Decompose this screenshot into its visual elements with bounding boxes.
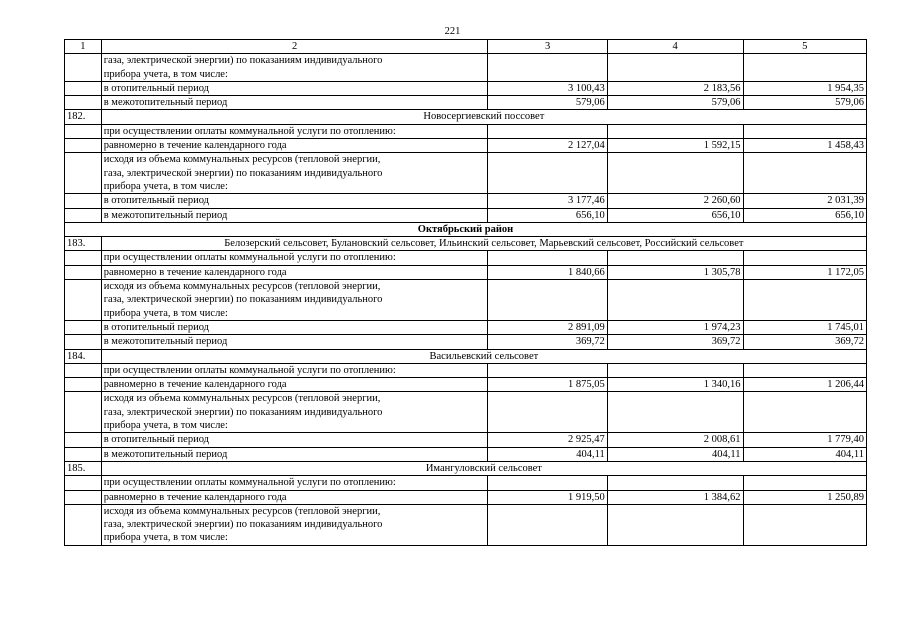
value-col-4: 404,11 [607, 447, 743, 461]
value-col-5 [743, 476, 867, 490]
row-description [101, 476, 488, 490]
section-row [65, 461, 867, 475]
value-col-3: 369,72 [488, 335, 607, 349]
section-number: 184. [65, 349, 102, 363]
row-description [101, 280, 488, 321]
value-col-5: 656,10 [743, 208, 867, 222]
row-number-cell [65, 433, 102, 447]
page-number: 221 [444, 26, 461, 37]
table-row [65, 194, 867, 208]
value-col-4: 2 260,60 [607, 194, 743, 208]
row-number-cell [65, 447, 102, 461]
row-description [101, 81, 488, 95]
value-col-5: 1 458,43 [743, 139, 867, 153]
value-col-3: 2 127,04 [488, 139, 607, 153]
value-col-3: 3 177,46 [488, 194, 607, 208]
description-line: газа, электрической энергии) по показаниям индивидуального [103, 406, 383, 418]
value-col-5 [743, 251, 867, 265]
row-number-cell [65, 251, 102, 265]
value-col-5: 579,06 [743, 96, 867, 110]
value-col-4 [607, 153, 743, 194]
description-line: равномерно в течение календарного года [103, 379, 287, 391]
header-col-3: 3 [488, 40, 607, 54]
table-row [65, 265, 867, 279]
value-col-4: 656,10 [607, 208, 743, 222]
value-col-4 [607, 280, 743, 321]
value-col-3: 579,06 [488, 96, 607, 110]
value-col-3 [488, 476, 607, 490]
section-title: Имангуловский сельсовет [101, 461, 866, 475]
value-col-3 [488, 251, 607, 265]
district-title: Октябрьский район [65, 222, 867, 236]
row-number-cell [65, 490, 102, 504]
table-row [65, 476, 867, 490]
table-row [65, 392, 867, 433]
description-line: при осуществлении оплаты коммунальной услуги по отоплению: [103, 252, 396, 264]
row-number-cell [65, 139, 102, 153]
value-col-5: 369,72 [743, 335, 867, 349]
section-row [65, 237, 867, 251]
value-col-3 [488, 280, 607, 321]
header-col-5: 5 [743, 40, 867, 54]
row-description [101, 392, 488, 433]
row-number-cell [65, 504, 102, 545]
value-col-5 [743, 363, 867, 377]
row-number-cell [65, 194, 102, 208]
description-line: прибора учета, в том числе: [103, 68, 228, 80]
value-col-4 [607, 124, 743, 138]
table-row [65, 139, 867, 153]
value-col-5 [743, 54, 867, 82]
table-row [65, 96, 867, 110]
section-number: 185. [65, 461, 102, 475]
value-col-4: 1 384,62 [607, 490, 743, 504]
table-row [65, 433, 867, 447]
value-col-3: 2 891,09 [488, 320, 607, 334]
value-col-4 [607, 476, 743, 490]
value-col-5: 1 745,01 [743, 320, 867, 334]
value-col-3: 1 875,05 [488, 378, 607, 392]
row-number-cell [65, 81, 102, 95]
row-number-cell [65, 378, 102, 392]
value-col-4: 1 305,78 [607, 265, 743, 279]
value-col-4 [607, 54, 743, 82]
row-number-cell [65, 124, 102, 138]
description-line: в отопительный период [103, 321, 209, 333]
value-col-5: 1 172,05 [743, 265, 867, 279]
value-col-3: 404,11 [488, 447, 607, 461]
row-description [101, 490, 488, 504]
row-description [101, 139, 488, 153]
row-number-cell [65, 476, 102, 490]
value-col-5 [743, 504, 867, 545]
row-number-cell [65, 335, 102, 349]
description-line: прибора учета, в том числе: [103, 307, 228, 319]
row-description [101, 54, 488, 82]
value-col-4: 1 592,15 [607, 139, 743, 153]
value-col-4 [607, 363, 743, 377]
value-col-5: 1 206,44 [743, 378, 867, 392]
row-description [101, 335, 488, 349]
value-col-3: 1 919,50 [488, 490, 607, 504]
value-col-5 [743, 153, 867, 194]
row-description [101, 153, 488, 194]
value-col-4 [607, 251, 743, 265]
description-line: равномерно в течение календарного года [103, 266, 287, 278]
row-description [101, 124, 488, 138]
table-row [65, 153, 867, 194]
table-row [65, 54, 867, 82]
tariff-table [64, 39, 867, 546]
table-row [65, 504, 867, 545]
value-col-3: 656,10 [488, 208, 607, 222]
description-line: газа, электрической энергии) по показаниям индивидуального [103, 167, 383, 179]
value-col-3 [488, 392, 607, 433]
description-line: в отопительный период [103, 82, 209, 94]
value-col-4: 2 183,56 [607, 81, 743, 95]
table-row [65, 81, 867, 95]
row-description [101, 96, 488, 110]
section-number: 182. [65, 110, 102, 124]
description-line: в отопительный период [103, 195, 209, 207]
row-description [101, 504, 488, 545]
value-col-5: 2 031,39 [743, 194, 867, 208]
header-col-1: 1 [65, 40, 102, 54]
district-row [65, 222, 867, 236]
row-description [101, 194, 488, 208]
description-line: исходя из объема коммунальных ресурсов (тепловой энергии, [103, 154, 381, 166]
table-row [65, 447, 867, 461]
description-line: исходя из объема коммунальных ресурсов (тепловой энергии, [103, 505, 381, 517]
table-row [65, 124, 867, 138]
section-row [65, 110, 867, 124]
value-col-5: 404,11 [743, 447, 867, 461]
header-row [65, 40, 867, 54]
row-number-cell [65, 96, 102, 110]
row-description [101, 447, 488, 461]
description-line: прибора учета, в том числе: [103, 180, 228, 192]
row-number-cell [65, 280, 102, 321]
row-number-cell [65, 54, 102, 82]
value-col-4: 579,06 [607, 96, 743, 110]
value-col-4 [607, 504, 743, 545]
value-col-5 [743, 124, 867, 138]
description-line: газа, электрической энергии) по показаниям индивидуального [103, 55, 383, 67]
description-line: прибора учета, в том числе: [103, 532, 228, 544]
value-col-4 [607, 392, 743, 433]
description-line: при осуществлении оплаты коммунальной услуги по отоплению: [103, 477, 396, 489]
header-col-4: 4 [607, 40, 743, 54]
value-col-3 [488, 54, 607, 82]
table-row [65, 363, 867, 377]
row-number-cell [65, 153, 102, 194]
row-number-cell [65, 208, 102, 222]
row-description [101, 433, 488, 447]
row-description [101, 265, 488, 279]
table-row [65, 208, 867, 222]
table-row [65, 490, 867, 504]
description-line: газа, электрической энергии) по показаниям индивидуального [103, 294, 383, 306]
value-col-5: 1 954,35 [743, 81, 867, 95]
row-description [101, 251, 488, 265]
description-line: при осуществлении оплаты коммунальной услуги по отоплению: [103, 364, 396, 376]
description-line: в межотопительный период [103, 448, 228, 460]
description-line: исходя из объема коммунальных ресурсов (тепловой энергии, [103, 393, 381, 405]
value-col-4: 2 008,61 [607, 433, 743, 447]
description-line: в межотопительный период [103, 336, 228, 348]
row-description [101, 208, 488, 222]
table-row [65, 251, 867, 265]
row-description [101, 320, 488, 334]
value-col-3: 1 840,66 [488, 265, 607, 279]
description-line: в отопительный период [103, 434, 209, 446]
row-description [101, 378, 488, 392]
value-col-4: 1 340,16 [607, 378, 743, 392]
table-row [65, 378, 867, 392]
description-line: равномерно в течение календарного года [103, 491, 287, 503]
table-row [65, 320, 867, 334]
value-col-3 [488, 363, 607, 377]
value-col-5 [743, 392, 867, 433]
row-description [101, 363, 488, 377]
table-row [65, 280, 867, 321]
description-line: при осуществлении оплаты коммунальной услуги по отоплению: [103, 125, 396, 137]
value-col-5 [743, 280, 867, 321]
header-col-2: 2 [101, 40, 488, 54]
value-col-3: 2 925,47 [488, 433, 607, 447]
value-col-5: 1 779,40 [743, 433, 867, 447]
description-line: прибора учета, в том числе: [103, 420, 228, 432]
row-number-cell [65, 265, 102, 279]
value-col-5: 1 250,89 [743, 490, 867, 504]
value-col-4: 1 974,23 [607, 320, 743, 334]
section-row [65, 349, 867, 363]
value-col-3: 3 100,43 [488, 81, 607, 95]
description-line: в межотопительный период [103, 209, 228, 221]
description-line: в межотопительный период [103, 97, 228, 109]
value-col-4: 369,72 [607, 335, 743, 349]
section-title: Новосергиевский поссовет [101, 110, 866, 124]
description-line: газа, электрической энергии) по показаниям индивидуального [103, 519, 383, 531]
section-title: Белозерский сельсовет, Булановский сельсовет, Ильинский сельсовет, Марьевский сельсовет, Российский сельсовет [101, 237, 866, 251]
value-col-3 [488, 153, 607, 194]
value-col-3 [488, 124, 607, 138]
section-number: 183. [65, 237, 102, 251]
section-title: Васильевский сельсовет [101, 349, 866, 363]
description-line: равномерно в течение календарного года [103, 140, 287, 152]
row-number-cell [65, 320, 102, 334]
row-number-cell [65, 363, 102, 377]
description-line: исходя из объема коммунальных ресурсов (тепловой энергии, [103, 281, 381, 293]
table-row [65, 335, 867, 349]
value-col-3 [488, 504, 607, 545]
row-number-cell [65, 392, 102, 433]
